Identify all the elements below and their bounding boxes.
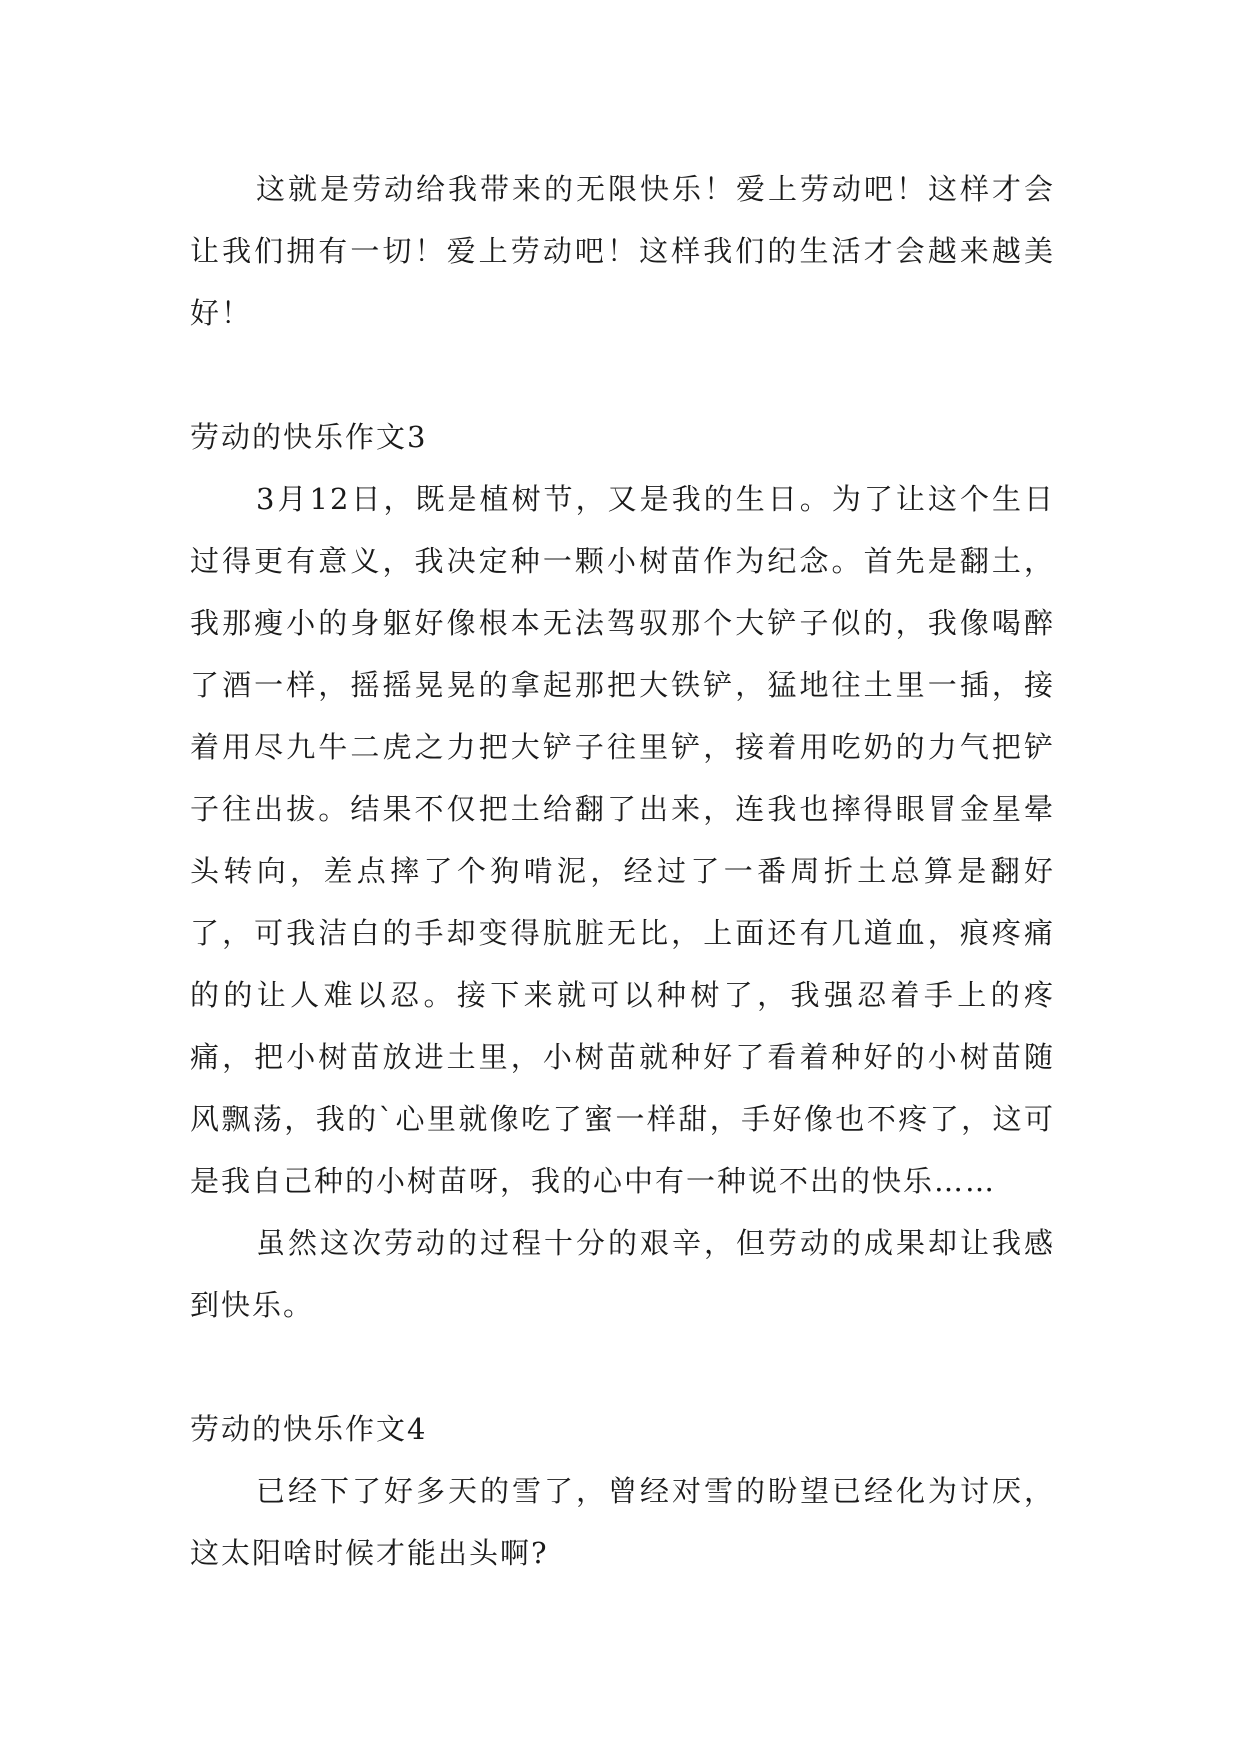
document-body <box>190 158 1055 1584</box>
section-4-title: 劳动的快乐作文4 <box>190 1412 428 1446</box>
section-spacer <box>190 344 1055 406</box>
section-spacer <box>190 1336 1055 1398</box>
section-3-title: 劳动的快乐作文3 <box>190 420 428 454</box>
section-3-paragraph-1: 3月12日，既是植树节，又是我的生日。为了让这个生日过得更有意义，我决定种一颗小树苗作为纪念。首先是翻土，我那瘦小的身躯好像根本无法驾驭那个大铲子似的，我像喝醉了酒一样，摇摇晃晃的拿起那把大铁铲，猛地往土里一插，接着用尽九牛二虎之力把大铲子往里铲，接着用吃奶的力气把铲子往出拔。结果不仅把土给翻了出来，连我也摔得眼冒金星晕头转向，差点摔了个狗啃泥，经过了一番周折土总算是翻好了，可我洁白的手却变得肮脏无比，上面还有几道血，痕疼痛的的让人难以忍。接下来就可以种树了，我强忍着手上的疼痛，把小树苗放进土里，小树苗就种好了看着种好的小树苗随风飘荡，我的`心里就像吃了蜜一样甜，手好像也不疼了，这可是我自己种的小树苗呀，我的心中有一种说不出的快乐…… <box>190 482 1055 1198</box>
intro-paragraph: 这就是劳动给我带来的无限快乐！爱上劳动吧！这样才会让我们拥有一切！爱上劳动吧！这样我们的生活才会越来越美好！ <box>190 172 1055 330</box>
section-3-paragraph-2: 虽然这次劳动的过程十分的艰辛，但劳动的成果却让我感到快乐。 <box>190 1226 1055 1322</box>
section-4-paragraph-1: 已经下了好多天的雪了，曾经对雪的盼望已经化为讨厌，这太阳啥时候才能出头啊? <box>190 1474 1055 1570</box>
